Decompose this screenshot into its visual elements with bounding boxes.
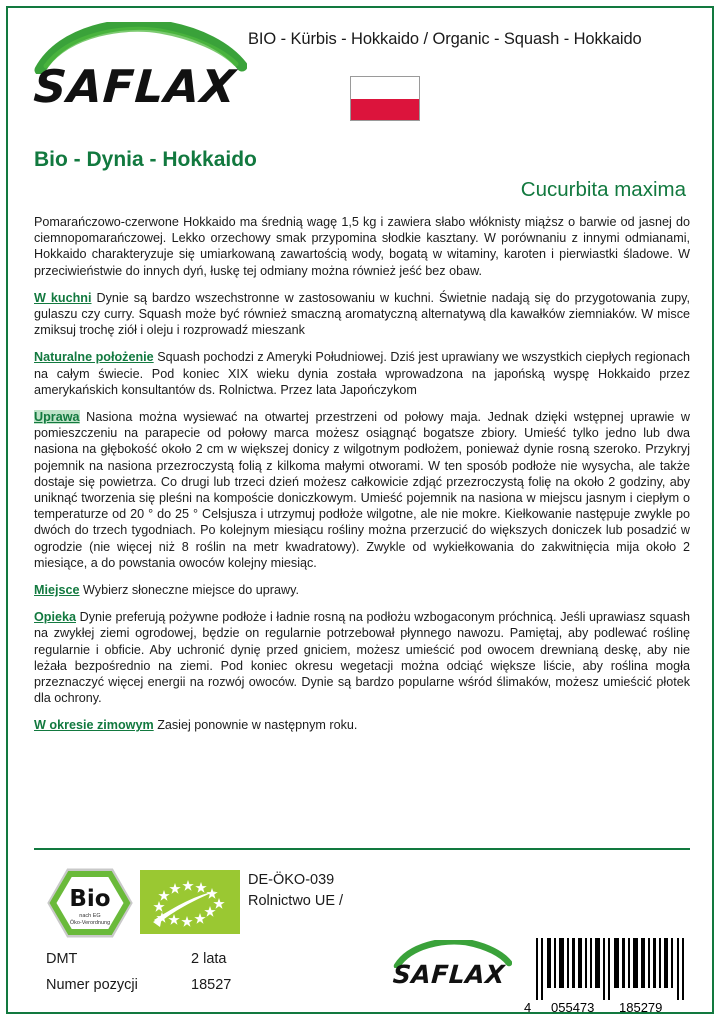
saflax-logo-footer (392, 940, 512, 1002)
section-kitchen (34, 290, 690, 339)
barcode-right-group: 185279 (619, 1000, 663, 1015)
section-location (34, 582, 690, 598)
flag-stripe-white (351, 77, 419, 99)
poland-flag-icon (350, 76, 420, 121)
page-title: Bio - Dynia - Hokkaido (34, 148, 257, 171)
bio-seal-sub-line1: nach EG (79, 913, 101, 919)
section-natural-location (34, 349, 690, 398)
barcode-bars (524, 938, 694, 1000)
section-heading: Miejsce (34, 583, 80, 598)
section-text: Dynie są bardzo wszechstronne w zastosowaniu w kuchni. Świetnie nadają się do przygotowania zupy, gulaszu czy curry. Squash może być również smaczną aromatyczną alternatywą dla kawałków ziemniaków. W misce zmiksuj trochę ziół i oleju i rozprowadź mieszank (34, 290, 690, 338)
info-value: 18527 (191, 977, 232, 993)
section-cultivation (34, 409, 690, 571)
section-heading: W kuchni (34, 290, 92, 305)
intro-paragraph (34, 214, 690, 279)
seed-packet (6, 6, 714, 1014)
barcode-lead-digit: 4 (524, 1000, 532, 1015)
section-text: Nasiona można wysiewać na otwartej przestrzeni od połowy maja. Jednak dzięki wstępnej uprawie w pomieszczeniu na parapecie od połowy marca możesz osiągnąć bogatsze zbiory. Umieść tylko jedno lub dwa nasiona na głębokość około 2 cm w większej donicy z wilgotnym podłożem, ponieważ dynie rosną szeroko. Przykryj pojemnik na nasiona przezroczystą folią z kilkoma małymi otworami. W ten sposób podłoże nie wysycha, ale także dostaje się powietrza. Co drugi lub trzeci dzień możesz całkowicie zdjąć przezroczystą folię na około 2 godziny, aby uniknąć tworzenia się pleśni na kompoście doniczkowym. Umieść pojemnik na nasiona w miejscu jasnym i ciepłym o temperaturze od 20 ° do 25 ° Celsjusza i utrzymuj podłoże wilgotne, ale nie mokre. Kiełkowanie następuje zwykle po dwóch do trzech tygodniach. Po kolejnym miesiącu rośliny można przerzucić do większych doniczek lub posadzić w ogrodzie (nie więcej niż 8 roślin na metr kwadratowy). Zwykle od wykiełkowania do zakwitnięcia mija około 2 miesiące, a do powstania owoców kolejny miesiąc. (34, 410, 691, 570)
barcode (524, 938, 694, 1016)
section-heading: Opieka (34, 610, 76, 625)
section-text: Zasiej ponownie w następnym roku. (157, 718, 358, 733)
section-text: Squash pochodzi z Ameryki Południowej. Dziś jest uprawiany we wszystkich ciepłych regionach na całym świecie. Pod koniec XIX wieku dynia została wprowadzona na japońską wyspę Hokkaido przez amerykańskich konsultantów ds. Rolnictwa. Przez lata Japończykom (34, 350, 690, 397)
table-row (46, 972, 376, 998)
certification-text (248, 870, 343, 912)
title-row (34, 148, 686, 210)
bio-seal-main-text: Bio (69, 886, 111, 912)
info-value: 2 lata (191, 951, 227, 967)
section-heading: Uprawa (34, 410, 80, 425)
barcode-left-group: 055473 (551, 1000, 595, 1015)
description-body (34, 214, 690, 734)
header-product-title: BIO - Kürbis - Hokkaido / Organic - Squash - Hokkaido (248, 30, 642, 48)
section-winter (34, 717, 690, 733)
packet-header (8, 8, 712, 148)
section-text: Wybierz słoneczne miejsce do uprawy. (83, 583, 299, 598)
eu-leaf-stars (140, 870, 240, 934)
logo-wordmark: SAFLAX (391, 960, 506, 989)
section-heading: Naturalne położenie (34, 350, 154, 365)
info-label: Numer pozycji (46, 977, 138, 993)
intro-text: Pomarańczowo-czerwone Hokkaido ma średnią wagę 1,5 kg i zawiera słabo włóknisty miąższ o barwie od jasnej do ciemnopomarańczowej. Lekko orzechowy smak przypomina słodkie kasztany. W porównaniu z innymi odmianami, Hokkaido charakteryzuje się umiarkowaną zawartością wody, bogatą w witaminy, karoten i pierwiastki śladowe. W przeciwieństwie do innych dyń, łuskę tej odmiany można również jeść bez obaw. (34, 215, 690, 278)
bio-seal-sub-line2: Öko-Verordnung (69, 920, 111, 926)
info-label: DMT (46, 951, 78, 967)
cert-origin: Rolnictwo UE / (248, 893, 344, 909)
table-row (46, 946, 376, 972)
section-care (34, 609, 690, 706)
cert-code: DE-ÖKO-039 (248, 872, 335, 888)
eu-organic-leaf-icon (140, 870, 240, 934)
barcode-digits (524, 1000, 694, 1016)
logo-wordmark: SAFLAX (32, 60, 239, 113)
flag-stripe-red (351, 99, 419, 121)
bio-seal-icon (46, 866, 134, 940)
latin-name: Cucurbita maxima (520, 178, 686, 201)
packet-footer (8, 858, 712, 1015)
saflax-logo (32, 22, 247, 134)
product-info-table (46, 946, 376, 998)
section-text: Dynie preferują pożywne podłoże i ładnie rosną na podłożu wzbogaconym próchnicą. Jeśli uprawiasz squash na zwykłej ziemi ogrodowej, będzie on regularnie potrzebował płynnego nawozu. Pamiętaj, aby podlewać roślinę regularnie i obficie. Aby uchronić dynię przed gniciem, możesz umieścić pod owocem drewnianą deskę, aby nie leżała bezpośrednio na ziemi. Pod koniec okresu wegetacji można odciąć większe liście, aby roślina mogła przeznaczyć więcej energii na rozwój owoców. Dynie są bardzo popularne wśród ślimaków, możesz umieścić płotek dla ochrony. (34, 610, 690, 706)
section-heading: W okresie zimowym (34, 718, 154, 733)
footer-divider (34, 848, 690, 850)
